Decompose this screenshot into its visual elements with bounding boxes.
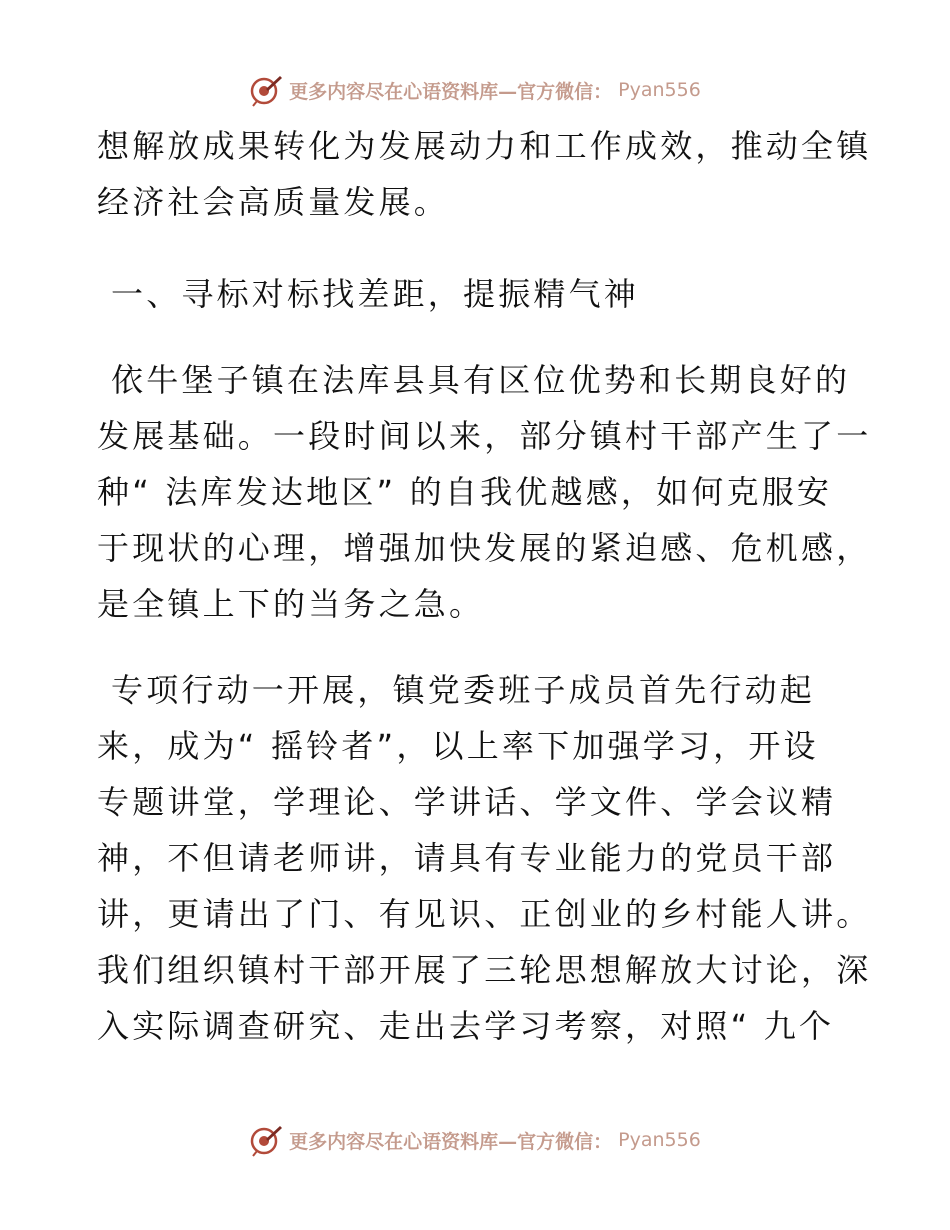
watermark-wechat-id: Pyan556 bbox=[618, 1129, 701, 1151]
text-line: 专项行动一开展，镇党委班子成员首先行动起 bbox=[111, 671, 816, 709]
text-line: 来，成为“ 摇铃者”，以上率下加强学习，开设 bbox=[97, 727, 819, 765]
text-line: 发展基础。一段时间以来，部分镇村干部产生了一 bbox=[97, 417, 872, 455]
watermark-wechat-id: Pyan556 bbox=[618, 79, 701, 101]
text-line: 神，不但请老师讲，请具有专业能力的党员干部 bbox=[97, 839, 837, 877]
watermark-text: 更多内容尽在心语资料库—官方微信： bbox=[289, 80, 613, 103]
text-line: 经济社会高质量发展。 bbox=[97, 183, 450, 221]
document-body bbox=[97, 118, 872, 1054]
text-line: 是全镇上下的当务之急。 bbox=[97, 585, 485, 623]
pen-logo-icon bbox=[249, 73, 283, 107]
text-line: 于现状的心理，增强加快发展的紧迫感、危机感， bbox=[97, 529, 872, 567]
text-line: 我们组织镇村干部开展了三轮思想解放大讨论，深 bbox=[97, 951, 872, 989]
watermark-text: 更多内容尽在心语资料库—官方微信： bbox=[289, 1130, 613, 1153]
text-line: 依牛堡子镇在法库县具有区位优势和长期良好的 bbox=[111, 361, 851, 399]
text-line: 想解放成果转化为发展动力和工作成效，推动全镇 bbox=[97, 127, 872, 165]
text-line: 讲，更请出了门、有见识、正创业的乡村能人讲。 bbox=[97, 895, 872, 933]
header-watermark bbox=[0, 70, 950, 110]
text-line: 入实际调查研究、走出去学习考察，对照“ 九个 bbox=[97, 1007, 835, 1045]
pen-logo-icon bbox=[249, 1123, 283, 1157]
section-heading: 一、寻标对标找差距，提振精气神 bbox=[111, 275, 640, 313]
text-line: 种“ 法库发达地区” 的自我优越感，如何克服安 bbox=[97, 473, 833, 511]
footer-watermark bbox=[0, 1120, 950, 1160]
text-line: 专题讲堂，学理论、学讲话、学文件、学会议精 bbox=[97, 783, 837, 821]
